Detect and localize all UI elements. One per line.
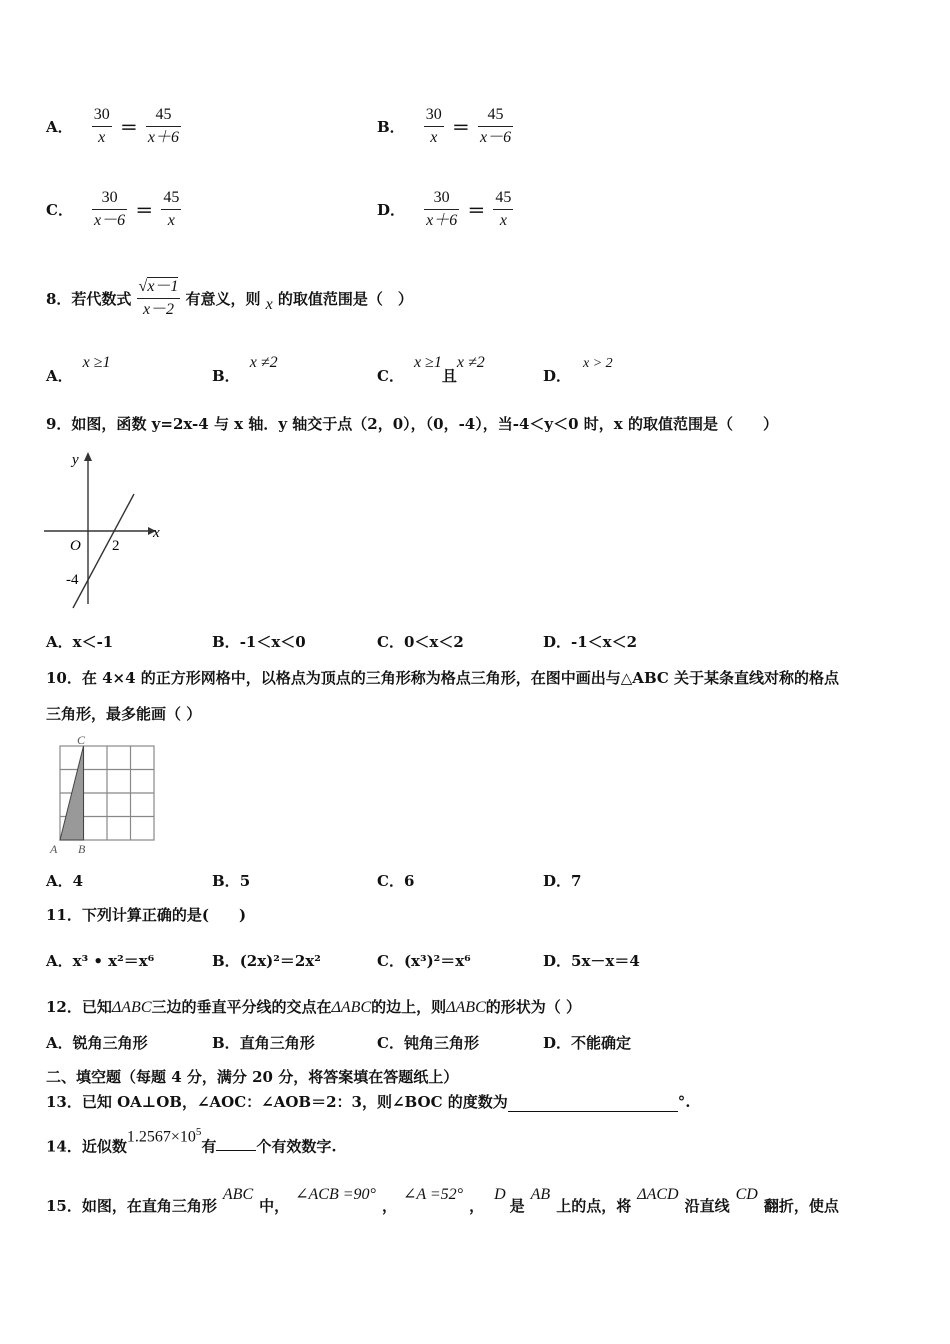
q8-option-d: D．x > 2 <box>543 356 613 385</box>
section-heading: 二、填空题（每题 4 分，满分 20 分，将答案填在答题纸上） <box>46 1068 459 1086</box>
q12-option-d: D．不能确定 <box>543 1034 632 1052</box>
function-line <box>73 494 134 608</box>
q10-option-a: A．4 <box>46 872 84 890</box>
q7-option-a: A． $\frac{30}{x}$ ＝ $\frac{45}{x+6}$ <box>46 104 181 149</box>
q10-option-d: D．7 <box>543 872 582 890</box>
label-a: A <box>50 842 58 856</box>
q9-option-c: C．0＜x＜2 <box>377 633 464 651</box>
q10-stem-line2: 三角形，最多能画（ ） <box>46 705 202 723</box>
q8-option-b: B．x ≠2 <box>212 354 278 385</box>
option-label: D． <box>377 201 406 219</box>
q10-option-c: C．6 <box>377 872 415 890</box>
q10-stem-line1: 10．在 4×4 的正方形网格中，以格点为顶点的三角形称为格点三角形，在图中画出与△ABC 关于某条直线对称的格点 <box>46 669 840 687</box>
q7-option-b: B． $\frac{30}{x}$ ＝ $\frac{45}{x-6}$ <box>377 104 513 149</box>
q7-option-d: D． $\frac{30}{x+6}$ ＝ $\frac{45}{x}$ <box>377 187 513 232</box>
q7-option-c: C． $\frac{30}{x-6}$ ＝ $\frac{45}{x}$ <box>46 187 181 232</box>
y-axis-arrow <box>84 452 92 461</box>
q13: 13．已知 OA⊥OB，∠AOC：∠AOB＝2：3，则∠BOC 的度数为 °. <box>46 1093 691 1111</box>
q11-option-b: B．(2x)²＝2x² <box>212 952 321 970</box>
x-tick-label: 2 <box>112 538 120 554</box>
fraction: $\frac{30}{x}$ <box>93 106 110 146</box>
q12-stem: 12．已知ΔABC三边的垂直平分线的交点在ΔABC的边上，则ΔABC的形状为（ ） <box>46 998 581 1016</box>
y-tick-label: -4 <box>66 572 79 588</box>
fraction: $\frac{30}{x-6}$ <box>94 189 126 229</box>
option-label: C． <box>46 201 73 219</box>
q10-option-b: B．5 <box>212 872 251 890</box>
label-b: B <box>78 842 86 856</box>
x-axis-label: x <box>153 525 160 541</box>
sqrt-fraction: $\frac{√x-1}{x-2}$ <box>138 278 179 318</box>
fraction: $\frac{45}{x+6}$ <box>147 106 180 146</box>
fraction: $\frac{30}{x}$ <box>425 106 442 146</box>
q11-option-c: C．(x³)²＝x⁶ <box>377 952 471 970</box>
answer-blank <box>508 1097 678 1112</box>
q10-grid-figure <box>48 732 158 856</box>
q8-stem: 8．若代数式 $\frac{√x-1}{x-2}$ 有意义，则 x 的取值范围是（ ） <box>46 276 413 321</box>
fraction: $\frac{30}{x+6}$ <box>426 189 458 229</box>
q14: 14．近似数$1.2567\times 10^5$有 个有效数字. <box>46 1126 337 1156</box>
q11-option-d: D．5x－x＝4 <box>543 952 640 970</box>
q12-option-b: B．直角三角形 <box>212 1034 315 1052</box>
option-label: A． <box>46 118 73 136</box>
q12-option-a: A．锐角三角形 <box>46 1034 148 1052</box>
answer-blank <box>216 1138 256 1151</box>
q9-option-d: D．-1＜x＜2 <box>543 633 638 651</box>
q11-option-a: A．x³ • x²＝x⁶ <box>46 952 155 970</box>
y-axis-label: y <box>72 452 79 468</box>
fraction: $\frac{45}{x}$ <box>163 189 180 229</box>
fraction: $\frac{45}{x-6}$ <box>479 106 512 146</box>
option-label: B． <box>377 118 405 136</box>
q15: 15．如图，在直角三角形ABC中，∠ACB =90°，∠A =52°，D是AB上的点，将ΔACD沿直线CD翻折，使点 <box>46 1186 839 1215</box>
q9-graph <box>40 448 170 610</box>
origin-label: O <box>70 538 81 554</box>
label-c: C <box>77 733 86 747</box>
q9-stem: 9．如图，函数 y=2x-4 与 x 轴．y 轴交于点（2，0），（0，-4），当-4＜y＜0 时，x 的取值范围是（ ） <box>46 415 778 433</box>
q9-option-a: A．x＜-1 <box>46 633 114 651</box>
q9-option-b: B．-1＜x＜0 <box>212 633 306 651</box>
q12-option-c: C．钝角三角形 <box>377 1034 479 1052</box>
q8-option-a: A．x ≥1 <box>46 354 111 385</box>
q11-stem: 11．下列计算正确的是( ) <box>46 906 247 924</box>
fraction: $\frac{45}{x}$ <box>495 189 512 229</box>
q8-option-c: C．x ≥1且x ≠2 <box>377 354 485 385</box>
